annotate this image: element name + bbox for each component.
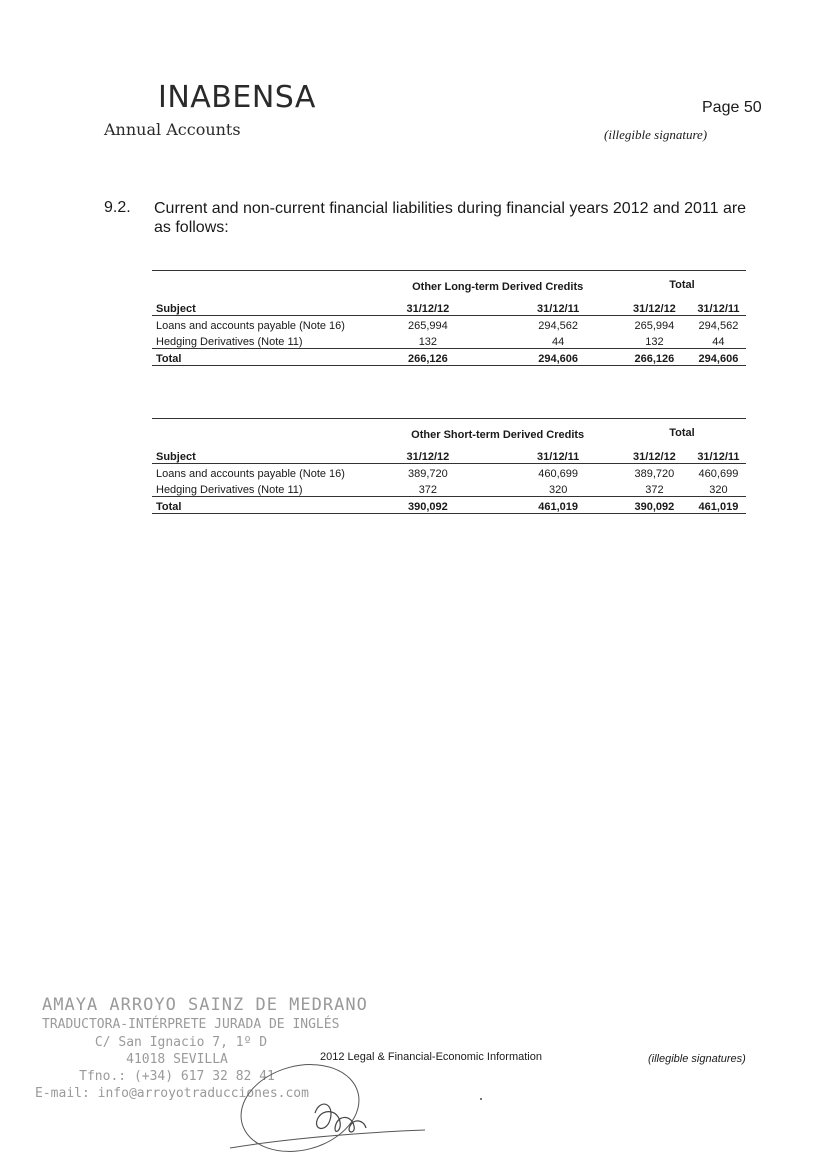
cell-value: 389,720 [407, 468, 448, 480]
row-label: Hedging Derivatives (Note 11) [156, 336, 303, 348]
table-top-rule [152, 419, 746, 436]
short-term-liabilities-table [152, 418, 746, 514]
cell-value: 294,562 [538, 320, 579, 332]
total-group-header: Total [618, 271, 746, 300]
table-row [152, 316, 746, 333]
table-total-row [152, 497, 746, 514]
cell-value: 294,562 [698, 320, 739, 332]
total-value: 390,092 [377, 497, 478, 514]
section-number: 9.2. [104, 199, 131, 216]
row-label: Loans and accounts payable (Note 16) [156, 468, 345, 480]
page-number: Page 50 [702, 99, 762, 116]
table-total-row [152, 349, 746, 366]
date-header: 31/12/11 [478, 447, 618, 464]
date-header: 31/12/11 [478, 299, 618, 316]
stamp-address: C/ San Ignacio 7, 1º D [94, 1035, 268, 1050]
date-header: 31/12/12 [618, 447, 691, 464]
total-value: 461,019 [478, 497, 618, 514]
footer-signatures-note: (illegible signatures) [648, 1053, 746, 1065]
date-header: 31/12/12 [377, 447, 478, 464]
cell-value: 460,699 [538, 468, 579, 480]
row-label: Loans and accounts payable (Note 16) [156, 320, 345, 332]
table-header-row [152, 299, 746, 316]
total-value: 390,092 [618, 497, 691, 514]
date-header: 31/12/12 [618, 299, 691, 316]
speck [480, 1098, 482, 1100]
cell-value: 132 [645, 336, 664, 348]
stamp-phone: Tfno.: (+34) 617 32 82 41 [79, 1069, 275, 1084]
cell-value: 320 [548, 484, 568, 496]
date-header: 31/12/12 [377, 299, 478, 316]
total-value: 266,126 [377, 349, 478, 366]
subject-header: Subject [152, 299, 377, 316]
table-row [152, 464, 746, 481]
table-row [152, 480, 746, 497]
date-header: 31/12/11 [691, 299, 746, 316]
row-label: Hedging Derivatives (Note 11) [156, 484, 303, 496]
total-value: 266,126 [618, 349, 691, 366]
subject-header: Subject [152, 447, 377, 464]
signature-note: (illegible signature) [604, 127, 708, 142]
cell-value: 372 [418, 484, 438, 496]
date-header: 31/12/11 [691, 447, 746, 464]
cell-value: 132 [418, 336, 438, 348]
group-header: Other Long-term Derived Credits [377, 271, 618, 300]
total-value: 294,606 [478, 349, 618, 366]
stamp-city: 41018 SEVILLA [126, 1052, 228, 1067]
cell-value: 389,720 [634, 468, 675, 480]
cell-value: 372 [645, 484, 664, 496]
cell-value: 460,699 [698, 468, 739, 480]
stamp-name: AMAYA ARROYO SAINZ DE MEDRANO [42, 995, 368, 1015]
total-label: Total [152, 497, 377, 514]
total-value: 461,019 [691, 497, 746, 514]
table-top-rule [152, 271, 746, 288]
stamp-title: TRADUCTORA-INTÉRPRETE JURADA DE INGLÉS [42, 1017, 340, 1032]
footer-title: 2012 Legal & Financial-Economic Information [320, 1051, 542, 1063]
stamp-email: E-mail: info@arroyotraducciones.com [35, 1086, 309, 1101]
table-header-row [152, 447, 746, 464]
cell-value: 44 [712, 336, 725, 348]
document-subtitle: Annual Accounts [104, 120, 241, 139]
section-text: Current and non-current financial liabilities during financial years 2012 and 2011 are as follows: [154, 200, 747, 236]
cell-value: 44 [552, 336, 565, 348]
total-value: 294,606 [691, 349, 746, 366]
long-term-liabilities-table [152, 270, 746, 366]
total-group-header: Total [618, 419, 746, 448]
group-header: Other Short-term Derived Credits [377, 419, 618, 448]
handwritten-signature-icon [220, 1058, 430, 1158]
total-label: Total [152, 349, 377, 366]
cell-value: 265,994 [407, 320, 448, 332]
table-row [152, 332, 746, 349]
company-logo: INABENSA [158, 80, 316, 115]
cell-value: 320 [709, 484, 728, 496]
cell-value: 265,994 [634, 320, 675, 332]
